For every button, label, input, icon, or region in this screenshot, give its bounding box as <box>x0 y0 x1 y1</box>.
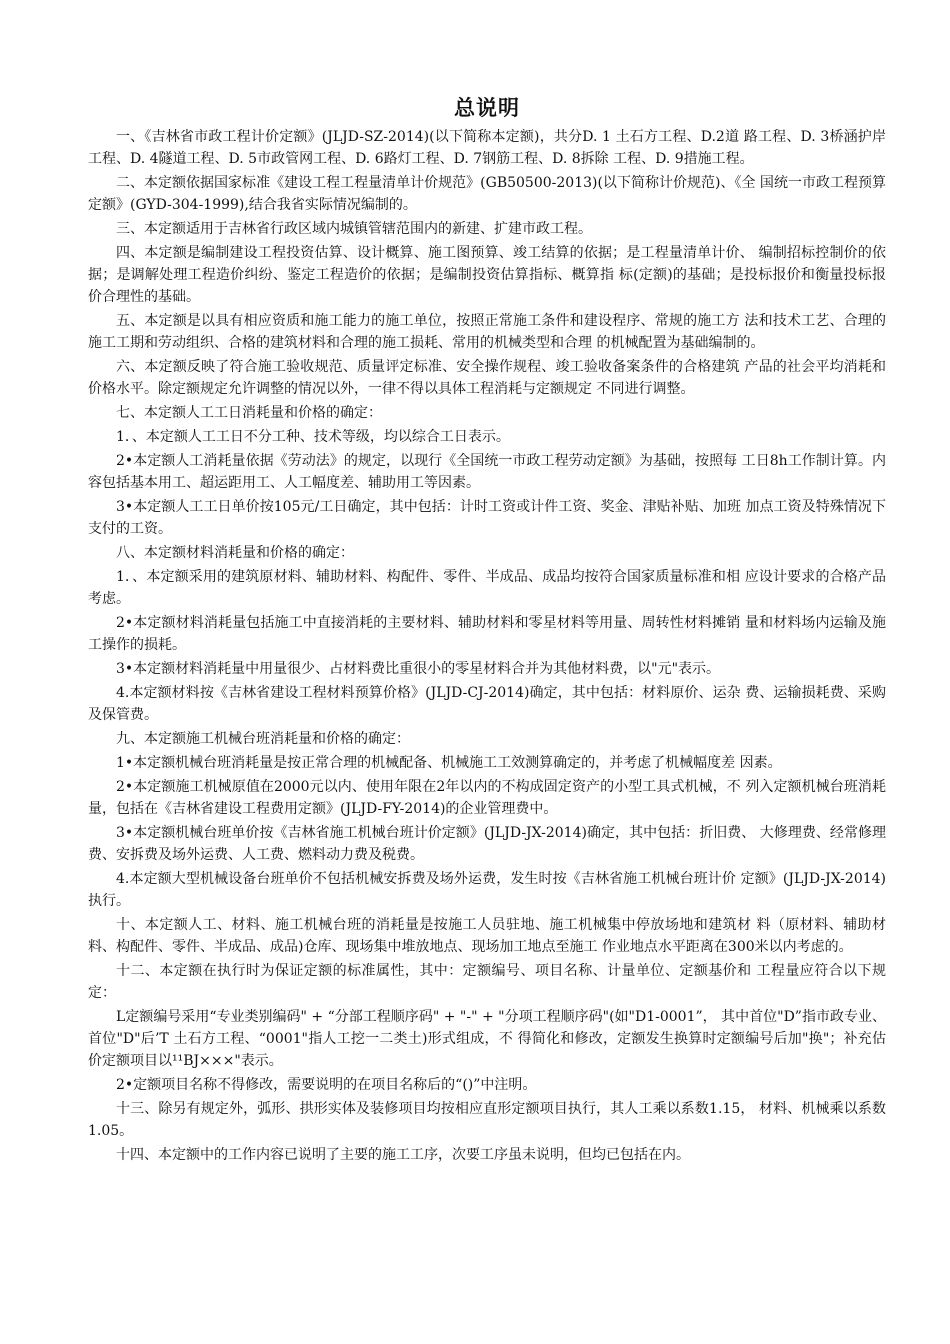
paragraph: L定额编号采用“专业类别编码" + “分部工程顺序码" + "-" + "分项工程顺序码"(如"D1-0001”， 其中首位"D”指市政专业、首位"D"后’T 土石方工程、“0001"指人工挖一二类土)形式组成，不 得简化和修改，定额发生换算时定额编号后加"换"；补充估价定额项目以¹¹BJ×××"表示。 <box>88 1009 886 1069</box>
document-page <box>88 92 886 1168</box>
paragraph: 3•本定额人工工日单价按105元/工日确定，其中包括：计时工资或计件工资、奖金、津贴补贴、加班 加点工资及特殊情况下支付的工资。 <box>88 499 886 537</box>
paragraph: 1．、本定额采用的建筑原材料、辅助材料、构配件、零件、半成品、成品均按符合国家质量标准和相 应设计要求的合格产品考虑。 <box>88 569 886 607</box>
paragraph: 1•本定额机械台班消耗量是按正常合理的机械配备、机械施工工效测算确定的，并考虑了机械幅度差 因素。 <box>116 755 782 771</box>
paragraph: 3•本定额材料消耗量中用量很少、占材料费比重很小的零星材料合并为其他材料费，以"元"表示。 <box>116 661 721 677</box>
paragraph: 十三、除另有规定外，弧形、拱形实体及装修项目均按相应直形定额项目执行，其人工乘以系数1.15， 材料、机械乘以系数1.05。 <box>88 1101 886 1139</box>
page-title: 总说明 <box>454 96 520 120</box>
paragraph: 1．、本定额人工工日不分工种、技术等级，均以综合工日表示。 <box>116 429 510 445</box>
paragraph: 4.本定额大型机械设备台班单价不包括机械安拆费及场外运费，发生时按《吉林省施工机械台班计价 定额》(JLJD-JX-2014)执行。 <box>88 871 886 909</box>
paragraph: 一、《吉林省市政工程计价定额》(JLJD-SZ-2014)(以下简称本定额)，共分D. 1 土石方工程、D.2道 路工程、D. 3桥涵护岸工程、D. 4隧道工程、D. 5市政管网工程、D. 6路灯工程、D. 7钢筋工程、D. 8拆除 工程、D. 9措施工程。 <box>88 129 886 167</box>
paragraph: 五、本定额是以具有相应资质和施工能力的施工单位，按照正常施工条件和建设程序、常规的施工方 法和技术工艺、合理的施工工期和劳动组织、合格的建筑材料和合理的施工损耗、常用的机械类型和合理 的机械配置为基础编制的。 <box>88 313 886 351</box>
paragraph: 八、本定额材料消耗量和价格的确定： <box>116 545 354 561</box>
document-body <box>88 126 886 1166</box>
paragraph: 二、本定额依据国家标准《建设工程工程量清单计价规范》(GB50500-2013)(以下简称计价规范)、《全 国统一市政工程预算定额》(GYD-304-1999),结合我省实际情况编制的。 <box>88 175 886 213</box>
paragraph: 2•本定额材料消耗量包括施工中直接消耗的主要材料、辅助材料和零星材料等用量、周转性材料摊销 量和材料场内运输及施工操作的损耗。 <box>88 615 886 653</box>
paragraph: 十四、本定额中的工作内容已说明了主要的施工工序，次要工序虽未说明，但均已包括在内。 <box>116 1147 690 1163</box>
paragraph: 2•定额项目名称不得修改，需要说明的在项目名称后的“()”中注明。 <box>116 1077 537 1093</box>
paragraph: 2•本定额施工机械原值在2000元以内、使用年限在2年以内的不构成固定资产的小型工具式机械，不 列入定额机械台班消耗量，包括在《吉林省建设工程费用定额》(JLJD-FY-2014)的企业管理费中。 <box>88 779 886 817</box>
paragraph: 2•本定额人工消耗量依据《劳动法》的规定，以现行《全国统一市政工程劳动定额》为基础，按照每 工日8h工作制计算。内容包括基本用工、超运距用工、人工幅度差、辅助用工等因素。 <box>88 453 886 491</box>
paragraph: 九、本定额施工机械台班消耗量和价格的确定： <box>116 731 410 747</box>
paragraph: 4.本定额材料按《吉林省建设工程材料预算价格》(JLJD-CJ-2014)确定，其中包括：材料原价、运杂 费、运输损耗费、采购及保管费。 <box>88 685 886 723</box>
paragraph: 七、本定额人工工日消耗量和价格的确定： <box>116 405 382 421</box>
paragraph: 三、本定额适用于吉林省行政区域内城镇管辖范围内的新建、扩建市政工程。 <box>116 221 592 237</box>
paragraph: 十、本定额人工、材料、施工机械台班的消耗量是按施工人员驻地、施工机械集中停放场地和建筑材 料（原材料、辅助材料、构配件、零件、半成品、成品)仓库、现场集中堆放地点、现场加工地点至施工 作业地点水平距离在300米以内考虑的。 <box>88 917 886 955</box>
paragraph: 四、本定额是编制建设工程投资估算、设计概算、施工图预算、竣工结算的依据；是工程量清单计价、 编制招标控制价的依据；是调解处理工程造价纠纷、鉴定工程造价的依据；是编制投资估算指标、概算指 标(定额)的基础；是投标报价和衡量投标报价合理性的基础。 <box>88 245 886 305</box>
paragraph: 3•本定额机械台班单价按《吉林省施工机械台班计价定额》(JLJD-JX-2014)确定，其中包括：折旧费、 大修理费、经常修理费、安拆费及场外运费、人工费、燃料动力费及税费。 <box>88 825 886 863</box>
paragraph: 六、本定额反映了符合施工验收规范、质量评定标准、安全操作规程、竣工验收备案条件的合格建筑 产品的社会平均消耗和价格水平。除定额规定允许调整的情况以外，一律不得以具体工程消耗与定额规定 不同进行调整。 <box>88 359 886 397</box>
paragraph: 十二、本定额在执行时为保证定额的标准属性，其中：定额编号、项目名称、计量单位、定额基价和 工程量应符合以下规定： <box>88 963 886 1001</box>
